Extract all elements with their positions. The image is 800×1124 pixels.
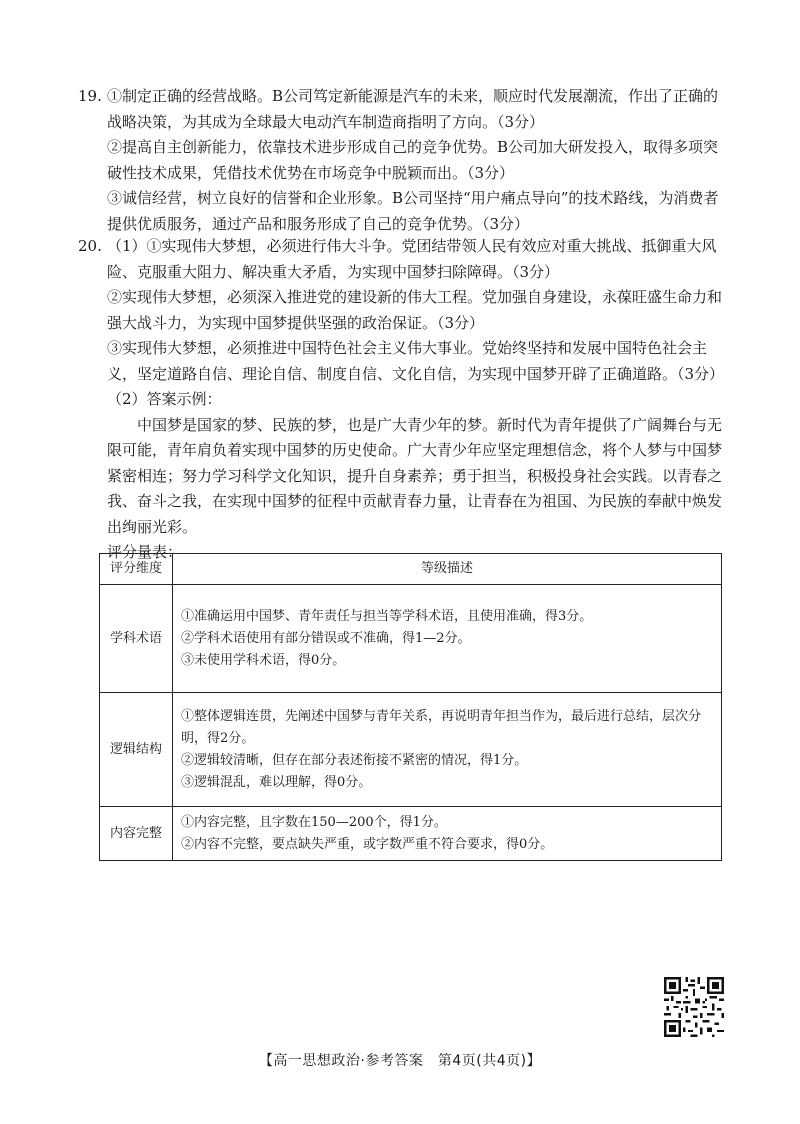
part-2-label: （2）答案示例： [107,390,222,408]
question-number: 19. [78,87,102,105]
answer-point: ①制定正确的经营战略。B公司笃定新能源是汽车的未来，顺应时代发展潮流，作出了正确的战略决策，为其成为全球最大电动汽车制造商指明了方向。（3分） [107,87,719,131]
answer-point: ②提高自主创新能力，依靠技术进步形成自己的竞争优势。B公司加大研发投入，取得多项突破性技术成果，凭借技术优势在市场竞争中脱颖而出。（3分） [107,138,719,182]
description-cell [173,585,722,693]
answer-point: ③诚信经营，树立良好的信誉和企业形象。B公司坚持“用户痛点导向”的技术路线，为消费者提供优质服务，通过产品和服务形成了自己的竞争优势。（3分） [107,189,719,233]
criterion: ②内容不完整，要点缺失严重，或字数严重不符合要求，得0分。 [181,836,554,852]
answer-point: ②实现伟大梦想，必须深入推进党的建设新的伟大工程。党加强自身建设，永葆旺盛生命力和强大战斗力，为实现中国梦提供坚强的政治保证。（3分） [107,288,723,332]
sample-answer: 中国梦是国家的梦、民族的梦，也是广大青少年的梦。新时代为青年提供了广阔舞台与无限可能，青年肩负着实现中国梦的历史使命。广大青少年应坚定理想信念，将个人梦与中国梦紧密相连；努力学习科学文化知识，提升自身素养；勇于担当，积极投身社会实践。以青春之我、奋斗之我，在实现中国梦的征程中贡献青春力量，让青春在为祖国、为民族的奉献中焕发出绚丽光彩。 [107,415,723,536]
table-row [100,693,722,807]
question-19 [78,84,728,237]
description-cell [173,807,722,861]
description-cell [173,693,722,807]
header-dimension: 评分维度 [100,554,173,585]
criterion: ②逻辑较清晰，但存在部分表述衔接不紧密的情况，得1分。 [181,752,528,768]
table-row [100,585,722,693]
table-header-row [100,554,722,585]
dimension-cell: 逻辑结构 [100,693,173,807]
answer-point: （1）①实现伟大梦想，必须进行伟大斗争。党团结带领人民有效应对重大挑战、抵御重大风险、克服重大阻力、解决重大矛盾，为实现中国梦扫除障碍。（3分） [107,237,717,281]
criterion: ②学科术语使用有部分错误或不准确，得1—2分。 [181,630,471,646]
qr-code-icon [664,977,724,1037]
criterion: ①整体逻辑连贯，先阐述中国梦与青年关系，再说明青年担当作为，最后进行总结，层次分明，得2分。 [181,708,702,746]
table-row [100,807,722,861]
dimension-cell: 学科术语 [100,585,173,693]
header-description: 等级描述 [173,554,722,585]
criterion: ①准确运用中国梦、青年责任与担当等学科术语，且使用准确，得3分。 [181,608,593,624]
question-number: 20. [78,237,102,255]
answer-point: ③实现伟大梦想，必须推进中国特色社会主义伟大事业。党始终坚持和发展中国特色社会主义，坚定道路自信、理论自信、制度自信、文化自信，为实现中国梦开辟了正确道路。（3分） [107,339,725,383]
criterion: ③未使用学科术语，得0分。 [181,652,346,668]
criterion: ①内容完整，且字数在150—200个，得1分。 [181,814,447,830]
dimension-cell: 内容完整 [100,807,173,861]
criterion: ③逻辑混乱，难以理解，得0分。 [181,774,372,790]
rubric-title: 评分量表： [107,543,183,561]
question-20 [78,234,728,566]
page-footer: 【高一思想政治·参考答案 第4页(共4页)】 [258,1053,542,1069]
rubric-table [99,553,722,861]
